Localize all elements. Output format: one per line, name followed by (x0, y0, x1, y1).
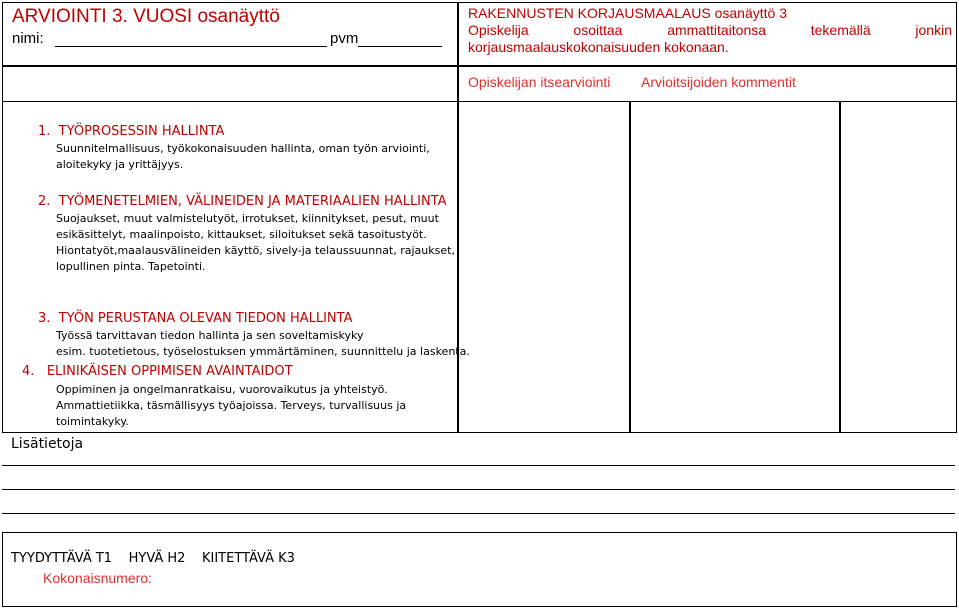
notes-line-3[interactable] (2, 513, 955, 514)
section-3-number: 3. (38, 311, 51, 326)
section-4-heading (22, 364, 293, 379)
section-2 (38, 194, 447, 209)
extra-column[interactable] (840, 101, 957, 433)
section-2-title: TYÖMENETELMIEN, VÄLINEIDEN JA MATERIAALIEN HALLINTA (58, 194, 447, 209)
notes-line-1[interactable] (2, 465, 955, 466)
section-1 (38, 124, 224, 139)
name-field[interactable] (12, 30, 44, 47)
exam-title: RAKENNUSTEN KORJAUSMAALAUS osanäyttö 3 (468, 5, 787, 21)
section-4-line: Oppiminen ja ongelmanratkaisu, vuorovaikutus ja yhteistyö. (56, 383, 388, 396)
section-3-title: TYÖN PERUSTANA OLEVAN TIEDON HALLINTA (58, 311, 353, 326)
section-2-line: Suojaukset, muut valmistelutyöt, irrotukset, kiinnitykset, pesut, muut (56, 212, 439, 225)
section-3-line: esim. tuotetietous, työselostuksen ymmärtäminen, suunnittelu ja laskenta. (56, 345, 470, 358)
section-4-title: ELINIKÄISEN OPPIMISEN AVAINTAIDOT (46, 364, 293, 379)
assessor-comments-header: Arvioitsijoiden kommentit (641, 74, 796, 90)
section-1-description (56, 141, 430, 173)
grading-scale: TYYDYTTÄVÄ T1 HYVÄ H2 KIITETTÄVÄ K3 (11, 551, 295, 566)
additional-info-label: Lisätietoja (11, 436, 84, 452)
exam-description-line2: korjausmaalauskokonaisuuden kokonaan. (468, 39, 729, 55)
section-2-heading (38, 194, 447, 209)
section-4-number: 4. (22, 364, 35, 379)
section-3-heading (38, 311, 353, 326)
section-4-description (56, 382, 406, 430)
total-number-label[interactable]: Kokonaisnumero: (43, 570, 152, 586)
section-3-line: Työssä tarvittavan tiedon hallinta ja sen soveltamiskyky (56, 329, 364, 342)
section-1-number: 1. (38, 124, 51, 139)
exam-description-line1: Opiskelija osoittaa ammattitaitonsa tekemällä jonkin (468, 22, 952, 38)
section-4-line: toimintakyky. (56, 415, 129, 428)
section-2-line: lopullinen pinta. Tapetointi. (56, 260, 206, 273)
date-label: pvm (330, 30, 359, 47)
column-header-left-cell (2, 66, 458, 102)
name-underline (55, 46, 327, 47)
section-4 (22, 364, 293, 379)
section-2-description (56, 211, 455, 275)
section-2-number: 2. (38, 194, 51, 209)
section-1-line: aloitekyky ja yrittäjyys. (56, 158, 184, 171)
section-1-line: Suunnitelmallisuus, työkokonaisuuden hallinta, oman työn arviointi, (56, 142, 430, 155)
section-2-line: esikäsittelyt, maalinpoisto, kittaukset, siloitukset sekä tasoitustyöt. (56, 228, 427, 241)
date-underline[interactable] (358, 46, 442, 47)
assessor-comments-column[interactable] (630, 101, 840, 433)
self-assessment-header: Opiskelijan itsearviointi (468, 74, 611, 90)
notes-line-2[interactable] (2, 489, 955, 490)
section-3-description (56, 328, 470, 360)
section-4-line: Ammattietiikka, täsmällisyys työajoissa. Terveys, turvallisuus ja (56, 399, 407, 412)
name-label: nimi: (12, 30, 44, 47)
section-1-title: TYÖPROSESSIN HALLINTA (58, 124, 225, 139)
section-3 (38, 311, 353, 326)
section-1-heading (38, 124, 224, 139)
self-assessment-column[interactable] (458, 101, 630, 433)
section-2-line: Hiontatyöt,maalausvälineiden käyttö, sively-ja telaussuunnat, rajaukset, (56, 244, 455, 257)
form-title: ARVIOINTI 3. VUOSI osanäyttö (12, 6, 280, 27)
